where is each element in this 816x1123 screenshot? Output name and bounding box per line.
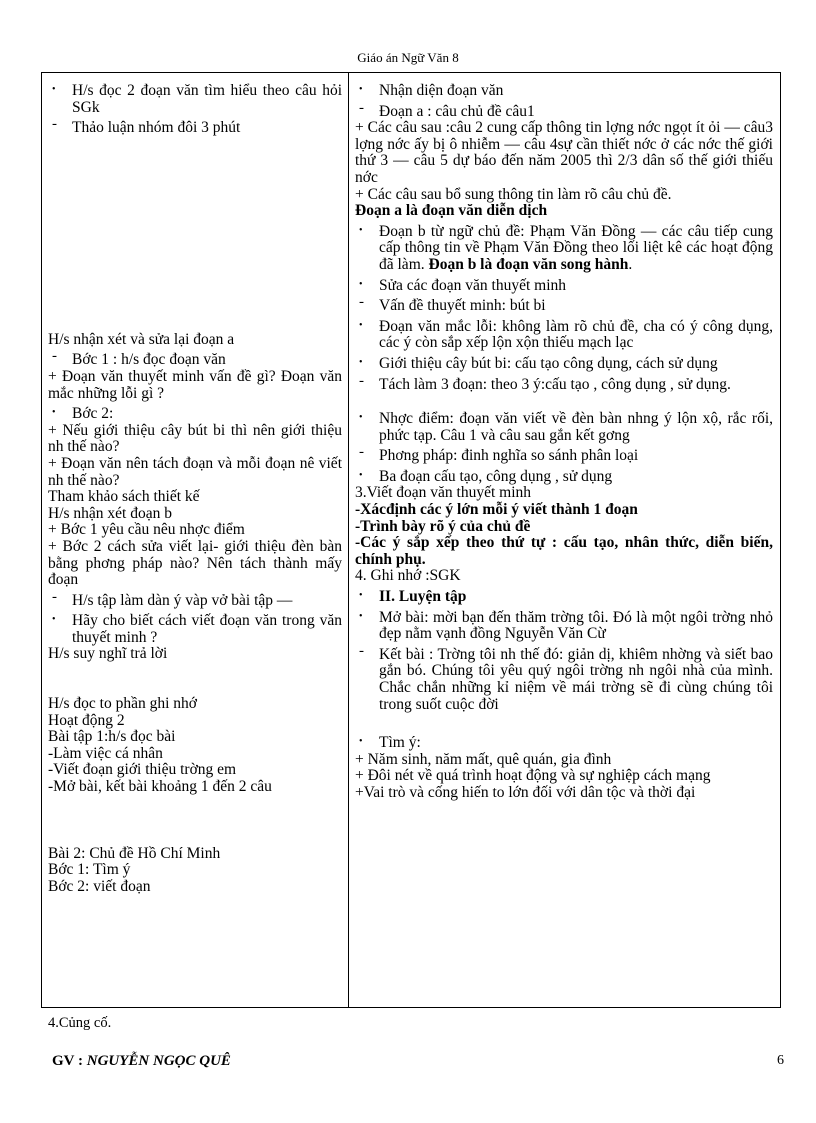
- right-bullet-item: [355, 589, 773, 606]
- item-text: -Các ý sắp xếp theo thứ tự : cấu tạo, nhân thức, diễn biến, chính phụ.: [355, 534, 773, 568]
- teacher-label: GV :: [52, 1053, 83, 1069]
- item-text: Bớc 1: Tìm ý: [48, 861, 131, 879]
- item-text: H/s nhận xét đoạn b: [48, 504, 172, 522]
- right-bullet-item: [355, 647, 773, 713]
- item-text: + Đôi nét về quá trình hoạt động và sự nghiệp cách mạng: [355, 767, 711, 785]
- item-text: +Vai trò và cống hiến to lớn đối với dân tộc và thời đại: [355, 783, 696, 801]
- item-bold-text: Đoạn b là đoạn văn song hành: [424, 255, 629, 273]
- left-bullet-item: [48, 613, 342, 646]
- left-text-line: [48, 779, 342, 796]
- item-text: + Các câu sau bổ sung thông tin làm rõ câu chủ đề.: [355, 185, 672, 203]
- left-text-line: [48, 646, 342, 663]
- item-text: + Các câu sau :câu 2 cung cấp thông tin lợng nớc ngọt ít ỏi — câu3 lợng nớc ấy bị ô nhiễm — câu 4sự cần thiết nớc ở các nớc thế giới thứ 3 — câu 5 dự báo đến năm 2005 thì 2/3 dân số thế giới thiếu nớc: [355, 119, 773, 186]
- item-text: Bài tập 1:h/s đọc bài: [48, 728, 176, 746]
- spacer: [48, 663, 342, 696]
- left-text-line: [48, 369, 342, 402]
- item-text: Đoạn văn mắc lỗi: không làm rõ chủ đề, cha có ý công dụng, các ý còn sắp xếp lộn xộn thiếu mạch lạc: [379, 317, 773, 352]
- teacher-name: NGUYỄN NGỌC QUÊ: [86, 1053, 231, 1069]
- item-text: H/s đọc 2 đoạn văn tìm hiểu theo câu hỏi SGk: [72, 82, 342, 116]
- item-text: II. Luyện tập: [379, 588, 467, 606]
- left-text-line: [48, 456, 342, 489]
- right-bullet-item: [355, 356, 773, 373]
- right-bullet-item: [355, 448, 773, 465]
- lesson-table: [41, 72, 781, 1008]
- item-text: Bớc 2: viết đoạn: [48, 877, 151, 895]
- item-text: Đoạn b từ ngữ chủ đề: Phạm Văn Đồng — các câu tiếp cung cấp thông tin về Phạm Văn Đồng theo lối liệt kê các hoạt động đã làm.: [379, 222, 773, 273]
- item-text: Hoạt động 2: [48, 711, 125, 729]
- right-bullet-item: [355, 319, 773, 352]
- item-text: Kết bài : Trờng tôi nh thế đó: giản dị, khiêm nhờng và siết bao gắn bó. Chúng tôi yêu quý ngôi trờng nh ngôi nhà của mình. Chắc chắn những kỉ niệm về mái trờng sẽ đi cùng chúng tôi trong suốt cuộc đời: [379, 645, 773, 713]
- item-text: Đoạn a : câu chủ đề câu1: [379, 102, 535, 120]
- item-text: Ba đoạn cấu tạo, công dụng , sử dụng: [379, 467, 613, 485]
- left-bullet-item: [48, 593, 342, 610]
- right-text-line: [355, 768, 773, 785]
- item-text: Hãy cho biết cách viết đoạn văn trong văn thuyết minh ?: [72, 612, 342, 646]
- item-text: Nhận diện đoạn văn: [379, 82, 504, 99]
- item-text: Đoạn a là đoạn văn diễn dịch: [355, 202, 548, 220]
- page-number: 6: [777, 1053, 784, 1068]
- right-bold-line: [355, 502, 773, 519]
- right-text-line: [355, 485, 773, 502]
- left-column: [48, 79, 342, 895]
- page-header: Giáo án Ngữ Văn 8: [357, 50, 459, 65]
- item-text: Phơng pháp: đinh nghĩa so sánh phân loại: [379, 447, 639, 465]
- item-text: -Xácđịnh các ý lớn mỗi ý viết thành 1 đoạn: [355, 501, 638, 519]
- spacer: [48, 137, 342, 332]
- page-footer: [52, 1053, 784, 1070]
- left-text-line: [48, 696, 342, 713]
- item-text: Nhợc điểm: đoạn văn viết về đèn bàn nhng ý lộn xộ, rắc rối, phức tạp. Câu 1 và câu sau gắn kết gơng: [379, 410, 773, 444]
- item-text: H/s nhận xét và sửa lại đoạn a: [48, 330, 235, 348]
- item-text: + Nếu giới thiệu cây bút bi thì nên giới thiệu nh thế nào?: [48, 421, 342, 456]
- item-text: + Đoạn văn thuyết minh vấn đề gì? Đoạn văn mắc những lỗi gì ?: [48, 367, 342, 402]
- item-text: Tham khảo sách thiết kế: [48, 488, 200, 506]
- item-text: -Viết đoạn giới thiệu trờng em: [48, 761, 237, 779]
- right-bold-line: [355, 535, 773, 568]
- spacer: [355, 393, 773, 407]
- left-text-line: [48, 489, 342, 506]
- right-bullet-item: [355, 469, 773, 486]
- item-text: H/s đọc to phần ghi nhớ: [48, 695, 197, 713]
- item-text: Thảo luận nhóm đôi 3 phút: [72, 119, 241, 137]
- item-text: -Làm việc cá nhân: [48, 744, 163, 762]
- item-text: 3.Viết đoạn văn thuyết minh: [355, 484, 531, 502]
- left-text-line: [48, 879, 342, 896]
- item-text: Mở bài: mời bạn đến thăm trờng tôi. Đó là một ngôi trờng nhỏ đẹp nằm vạnh đồng Nguyễn Văn Cừ: [379, 608, 773, 643]
- item-tail-text: .: [628, 255, 633, 273]
- item-text: Bớc 2:: [72, 405, 114, 423]
- right-text-line: [355, 785, 773, 802]
- item-text: 4. Ghi nhớ :SGK: [355, 567, 461, 585]
- item-text: + Năm sinh, năm mất, quê quán, gia đình: [355, 750, 612, 768]
- left-text-line: [48, 846, 342, 863]
- left-text-line: [48, 332, 342, 349]
- item-text: Vấn đề thuyết minh: bút bi: [379, 297, 546, 315]
- right-bullet-item: [355, 104, 773, 121]
- right-bullet-item: [355, 298, 773, 315]
- right-bullet-item: [355, 377, 773, 394]
- right-bold-line: [355, 519, 773, 536]
- item-text: -Trình bày rõ ý của chủ đề: [355, 517, 531, 535]
- right-bullet-item: [355, 411, 773, 444]
- item-text: H/s tập làm dàn ý vàp vở bài tập —: [72, 591, 293, 609]
- left-bullet-item: [48, 352, 342, 369]
- right-text-line: [355, 120, 773, 186]
- left-bullet-item: [48, 120, 342, 137]
- spacer: [355, 713, 773, 731]
- right-column: [355, 79, 773, 802]
- left-text-line: [48, 522, 342, 539]
- right-text-line: [355, 568, 773, 585]
- right-bullet-item: [355, 735, 773, 752]
- left-bullet-item: [48, 83, 342, 116]
- column-divider: [348, 73, 349, 1007]
- left-text-line: [48, 862, 342, 879]
- item-text: Tìm ý:: [379, 734, 421, 752]
- item-text: Giới thiệu cây bút bi: cấu tạo công dụng, cách sử dụng: [379, 354, 718, 372]
- item-text: H/s suy nghĩ trả lời: [48, 645, 168, 663]
- left-text-line: [48, 713, 342, 730]
- left-text-line: [48, 539, 342, 589]
- item-text: Bớc 1 : h/s đọc đoạn văn: [72, 351, 226, 369]
- item-text: + Đoạn văn nên tách đoạn và mỗi đoạn nê viết nh thế nào?: [48, 454, 342, 489]
- right-bullet-item: [355, 610, 773, 643]
- right-bullet-item: [355, 83, 773, 100]
- left-text-line: [48, 423, 342, 456]
- item-text: Tách làm 3 đoạn: theo 3 ý:cấu tạo , công dụng , sử dụng.: [379, 375, 731, 393]
- right-bullet-item: [355, 278, 773, 295]
- item-text: + Bớc 2 cách sửa viết lại- giới thiệu đèn bàn bằng phơng pháp nào? Nên tách thành mấy đoạn: [48, 537, 342, 589]
- item-text: Bài 2: Chủ đề Hồ Chí Minh: [48, 844, 221, 862]
- left-bullet-item: [48, 406, 342, 423]
- left-text-line: [48, 729, 342, 746]
- left-text-line: [48, 762, 342, 779]
- item-text: -Mở bài, kết bài khoảng 1 đến 2 câu: [48, 778, 272, 796]
- right-text-line: [355, 752, 773, 769]
- footnote: 4.Củng cố.: [48, 1015, 112, 1031]
- spacer: [48, 796, 342, 846]
- right-bold-line: [355, 203, 773, 220]
- item-text: + Bớc 1 yêu cầu nêu nhợc điểm: [48, 521, 245, 539]
- left-text-line: [48, 746, 342, 763]
- right-bullet-item: [355, 224, 773, 274]
- left-text-line: [48, 506, 342, 523]
- right-text-line: [355, 187, 773, 204]
- item-text: Sửa các đoạn văn thuyết minh: [379, 276, 567, 294]
